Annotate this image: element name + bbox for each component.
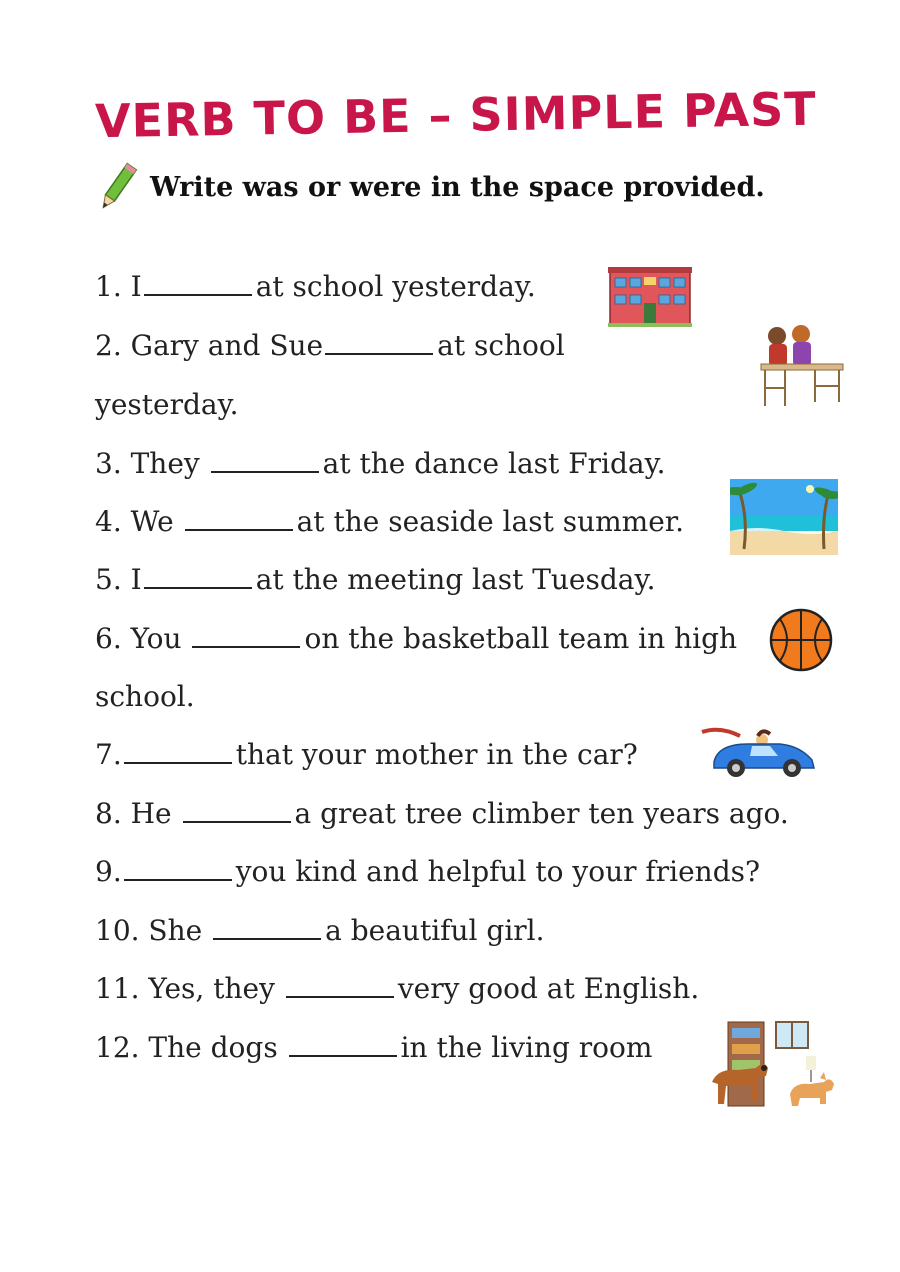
exercise-item-2: 2. Gary and Sue at school <box>95 329 565 362</box>
worksheet-title: VERB TO BE – SIMPLE PAST <box>94 81 818 149</box>
instruction-row <box>95 160 765 215</box>
answer-blank[interactable] <box>144 272 252 296</box>
pencil-icon <box>95 160 140 215</box>
exercise-item-3: 3. They at the dance last Friday. <box>95 447 666 480</box>
answer-blank[interactable] <box>124 857 232 881</box>
exercise-item-8: 8. He a great tree climber ten years ago. <box>95 797 789 830</box>
answer-blank[interactable] <box>211 449 319 473</box>
answer-blank[interactable] <box>183 799 291 823</box>
answer-blank[interactable] <box>286 974 394 998</box>
students-at-desk-icon <box>755 322 847 408</box>
exercise-item-12: 12. The dogs in the living room <box>95 1031 653 1064</box>
exercise-item-7: 7. that your mother in the car? <box>95 738 638 771</box>
exercise-item-5: 5. I at the meeting last Tuesday. <box>95 563 656 596</box>
exercise-item-1: 1. I at school yesterday. <box>95 270 536 303</box>
exercise-item-11: 11. Yes, they very good at English. <box>95 972 700 1005</box>
basketball-icon <box>768 607 834 673</box>
answer-blank[interactable] <box>325 331 433 355</box>
school-building-icon <box>608 265 692 327</box>
answer-blank[interactable] <box>192 624 300 648</box>
exercise-item-6-continuation: school. <box>95 680 195 713</box>
answer-blank[interactable] <box>185 507 293 531</box>
dogs-living-room-icon <box>708 1020 838 1110</box>
answer-blank[interactable] <box>213 916 321 940</box>
exercise-item-10: 10. She a beautiful girl. <box>95 914 545 947</box>
instruction-text: Write was or were in the space provided. <box>150 172 765 203</box>
exercise-item-9: 9. you kind and helpful to your friends? <box>95 855 761 888</box>
car-icon <box>700 722 820 782</box>
answer-blank[interactable] <box>144 565 252 589</box>
answer-blank[interactable] <box>124 740 232 764</box>
answer-blank[interactable] <box>289 1033 397 1057</box>
exercise-item-6: 6. You on the basketball team in high <box>95 622 738 655</box>
beach-icon <box>730 479 838 555</box>
exercise-item-2-continuation: yesterday. <box>95 388 239 421</box>
exercise-item-4: 4. We at the seaside last summer. <box>95 505 684 538</box>
